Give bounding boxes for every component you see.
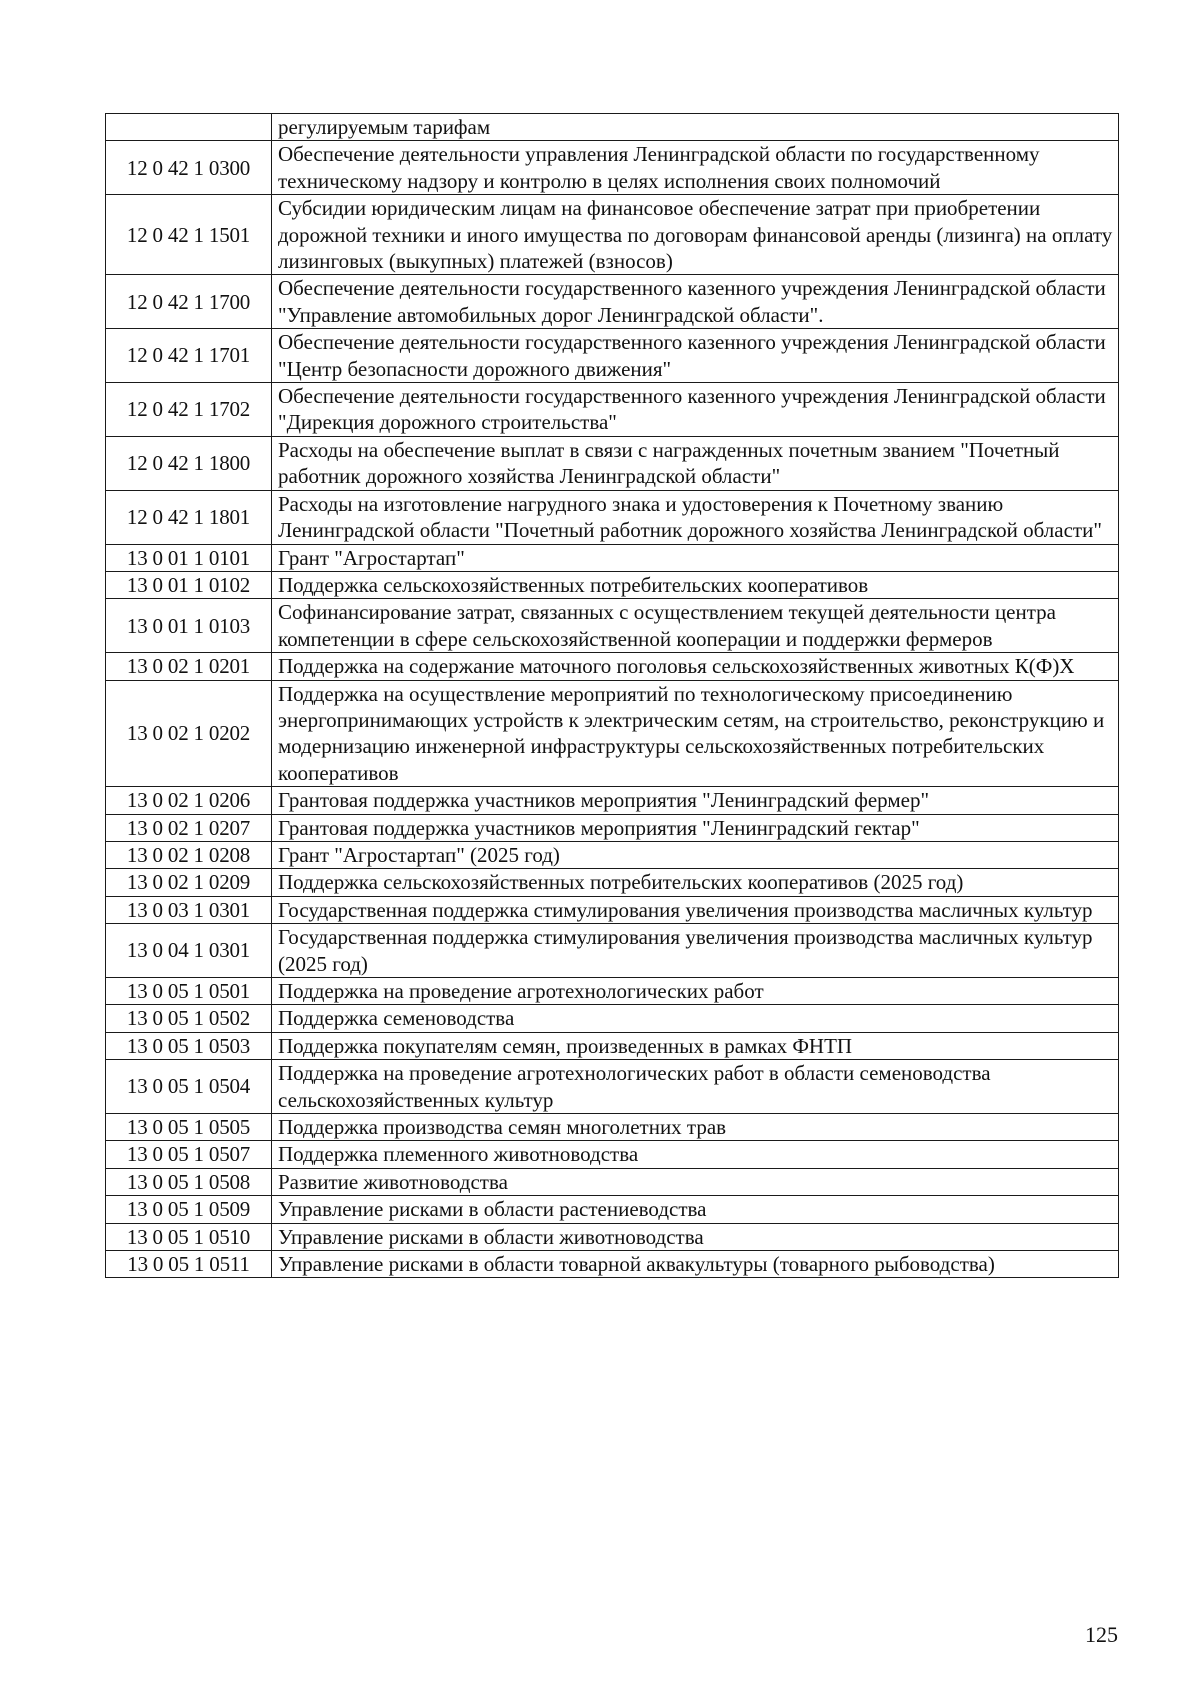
- table-row: [106, 1141, 1119, 1168]
- table-row: [106, 383, 1119, 437]
- budget-code-cell: 13 0 05 1 0509: [106, 1196, 272, 1223]
- table-row: [106, 653, 1119, 680]
- description-cell: Поддержка сельскохозяйственных потребительских кооперативов (2025 год): [272, 869, 1119, 896]
- description-cell: Управление рисками в области животноводства: [272, 1223, 1119, 1250]
- description-cell: Субсидии юридическим лицам на финансовое обеспечение затрат при приобретении дорожной техники и иного имущества по договорам финансовой аренды (лизинга) на оплату лизинговых (выкупных) платежей (взносов): [272, 195, 1119, 275]
- budget-code-cell: 13 0 02 1 0201: [106, 653, 272, 680]
- budget-codes-table: [105, 113, 1119, 1278]
- table-row: [106, 1005, 1119, 1032]
- budget-code-cell: 13 0 02 1 0207: [106, 814, 272, 841]
- description-cell: Расходы на обеспечение выплат в связи с награжденных почетным званием "Почетный работник дорожного хозяйства Ленинградской области": [272, 436, 1119, 490]
- table-row: [106, 1251, 1119, 1278]
- description-cell: Грантовая поддержка участников мероприятия "Ленинградский фермер": [272, 787, 1119, 814]
- budget-code-cell: 12 0 42 1 1702: [106, 383, 272, 437]
- budget-code-cell: 13 0 05 1 0504: [106, 1060, 272, 1114]
- budget-code-cell: 13 0 01 1 0101: [106, 544, 272, 571]
- description-cell: регулируемым тарифам: [272, 114, 1119, 141]
- budget-code-cell: 13 0 03 1 0301: [106, 896, 272, 923]
- description-cell: Управление рисками в области товарной аквакультуры (товарного рыбоводства): [272, 1251, 1119, 1278]
- description-cell: Обеспечение деятельности государственного казенного учреждения Ленинградской области "Управление автомобильных дорог Ленинградской области".: [272, 275, 1119, 329]
- table-row: [106, 436, 1119, 490]
- budget-code-cell: 13 0 04 1 0301: [106, 924, 272, 978]
- budget-code-cell: 13 0 05 1 0511: [106, 1251, 272, 1278]
- table-row: [106, 1223, 1119, 1250]
- budget-code-cell: 13 0 02 1 0202: [106, 680, 272, 787]
- budget-code-cell: 12 0 42 1 1701: [106, 329, 272, 383]
- budget-code-cell: 13 0 05 1 0510: [106, 1223, 272, 1250]
- description-cell: Государственная поддержка стимулирования увеличения производства масличных культур: [272, 896, 1119, 923]
- description-cell: Поддержка производства семян многолетних трав: [272, 1114, 1119, 1141]
- table-row: [106, 1168, 1119, 1195]
- budget-code-cell: 13 0 05 1 0502: [106, 1005, 272, 1032]
- description-cell: Развитие животноводства: [272, 1168, 1119, 1195]
- description-cell: Поддержка покупателям семян, произведенных в рамках ФНТП: [272, 1032, 1119, 1059]
- budget-code-cell: 13 0 02 1 0209: [106, 869, 272, 896]
- table-row: [106, 841, 1119, 868]
- description-cell: Обеспечение деятельности государственного казенного учреждения Ленинградской области "Дирекция дорожного строительства": [272, 383, 1119, 437]
- description-cell: Обеспечение деятельности управления Ленинградской области по государственному техническому надзору и контролю в целях исполнения своих полномочий: [272, 141, 1119, 195]
- table-row: [106, 114, 1119, 141]
- budget-code-cell: 12 0 42 1 1801: [106, 490, 272, 544]
- description-cell: Грант "Агростартап" (2025 год): [272, 841, 1119, 868]
- budget-code-cell: 13 0 02 1 0208: [106, 841, 272, 868]
- table-body: [106, 114, 1119, 1278]
- table-row: [106, 1114, 1119, 1141]
- budget-code-cell: 13 0 05 1 0505: [106, 1114, 272, 1141]
- budget-code-cell: 13 0 01 1 0103: [106, 599, 272, 653]
- description-cell: Расходы на изготовление нагрудного знака и удостоверения к Почетному званию Ленинградской области "Почетный работник дорожного хозяйства Ленинградской области": [272, 490, 1119, 544]
- budget-code-cell: 12 0 42 1 0300: [106, 141, 272, 195]
- table-row: [106, 896, 1119, 923]
- budget-code-cell: 12 0 42 1 1700: [106, 275, 272, 329]
- table-row: [106, 141, 1119, 195]
- table-row: [106, 978, 1119, 1005]
- budget-code-cell: 13 0 05 1 0508: [106, 1168, 272, 1195]
- table-row: [106, 680, 1119, 787]
- description-cell: Поддержка на проведение агротехнологических работ в области семеноводства сельскохозяйственных культур: [272, 1060, 1119, 1114]
- table-row: [106, 787, 1119, 814]
- table-row: [106, 275, 1119, 329]
- description-cell: Поддержка племенного животноводства: [272, 1141, 1119, 1168]
- table-row: [106, 924, 1119, 978]
- page-number: 125: [1085, 1622, 1118, 1647]
- budget-code-cell: 13 0 05 1 0507: [106, 1141, 272, 1168]
- description-cell: Грантовая поддержка участников мероприятия "Ленинградский гектар": [272, 814, 1119, 841]
- table-row: [106, 814, 1119, 841]
- description-cell: Поддержка на проведение агротехнологических работ: [272, 978, 1119, 1005]
- description-cell: Обеспечение деятельности государственного казенного учреждения Ленинградской области "Центр безопасности дорожного движения": [272, 329, 1119, 383]
- budget-code-cell: 13 0 01 1 0102: [106, 571, 272, 598]
- description-cell: Софинансирование затрат, связанных с осуществлением текущей деятельности центра компетенции в сфере сельскохозяйственной кооперации и поддержки фермеров: [272, 599, 1119, 653]
- description-cell: Поддержка на осуществление мероприятий по технологическому присоединению энергопринимающих устройств к электрическим сетям, на строительство, реконструкцию и модернизацию инженерной инфраструктуры сельскохозяйственных потребительских кооперативов: [272, 680, 1119, 787]
- description-cell: Управление рисками в области растениеводства: [272, 1196, 1119, 1223]
- table-row: [106, 1196, 1119, 1223]
- description-cell: Поддержка на содержание маточного поголовья сельскохозяйственных животных К(Ф)Х: [272, 653, 1119, 680]
- budget-code-cell: 13 0 05 1 0503: [106, 1032, 272, 1059]
- table-row: [106, 869, 1119, 896]
- description-cell: Грант "Агростартап": [272, 544, 1119, 571]
- table-row: [106, 571, 1119, 598]
- table-row: [106, 599, 1119, 653]
- budget-code-cell: 13 0 02 1 0206: [106, 787, 272, 814]
- table-row: [106, 544, 1119, 571]
- budget-code-cell: 13 0 05 1 0501: [106, 978, 272, 1005]
- budget-code-cell: [106, 114, 272, 141]
- description-cell: Поддержка сельскохозяйственных потребительских кооперативов: [272, 571, 1119, 598]
- description-cell: Государственная поддержка стимулирования увеличения производства масличных культур (2025 год): [272, 924, 1119, 978]
- budget-code-cell: 12 0 42 1 1800: [106, 436, 272, 490]
- table-row: [106, 329, 1119, 383]
- description-cell: Поддержка семеноводства: [272, 1005, 1119, 1032]
- budget-code-cell: 12 0 42 1 1501: [106, 195, 272, 275]
- table-row: [106, 1032, 1119, 1059]
- table-row: [106, 195, 1119, 275]
- table-row: [106, 1060, 1119, 1114]
- table-row: [106, 490, 1119, 544]
